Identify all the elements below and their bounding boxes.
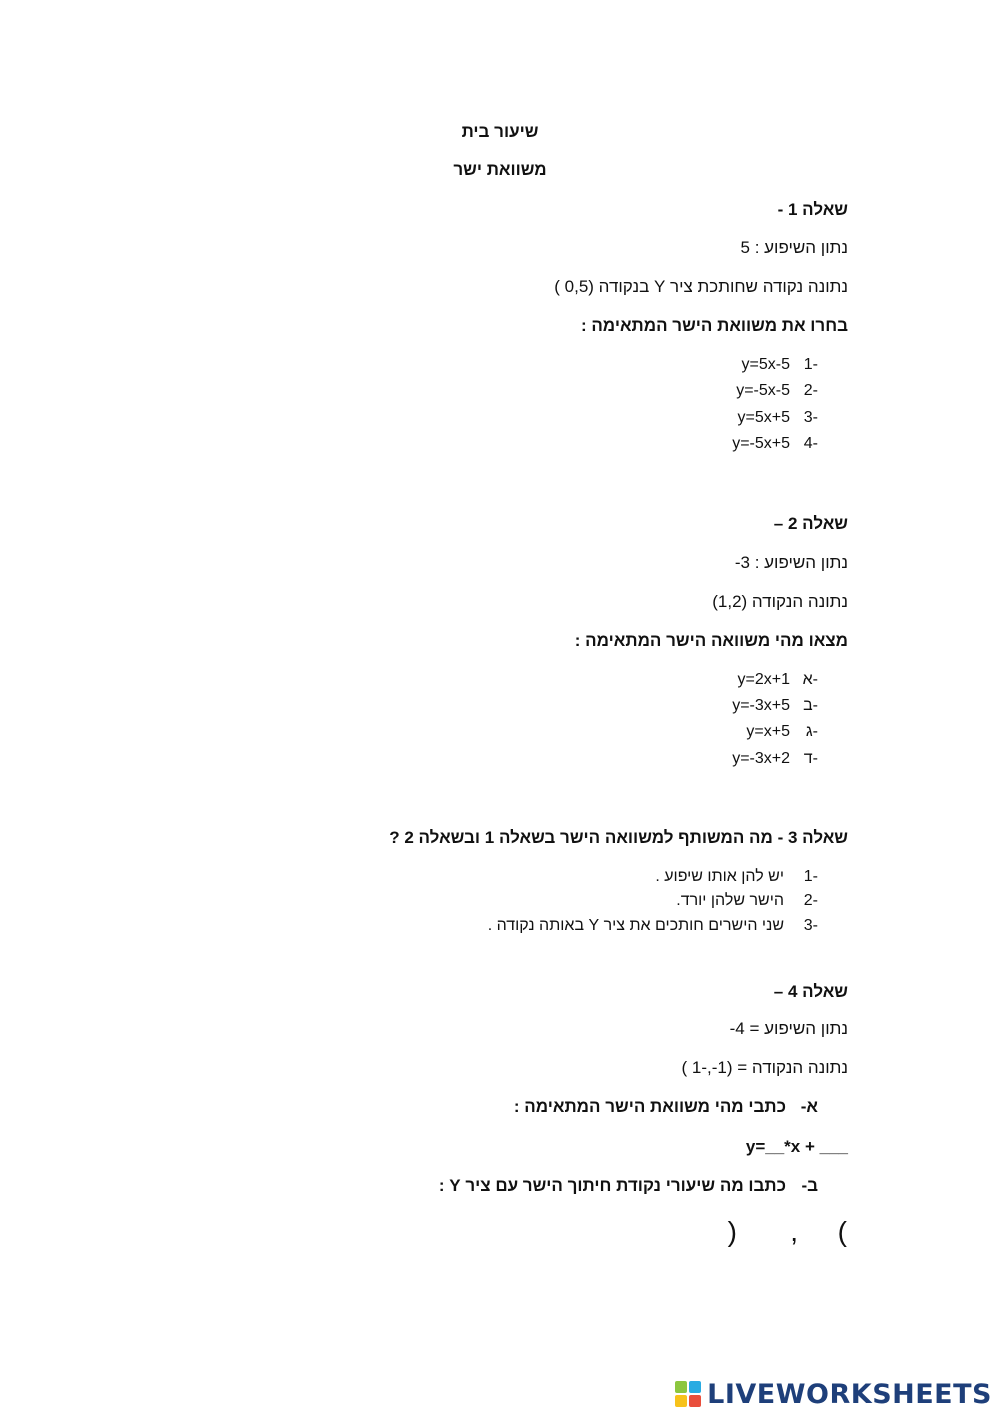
q1-point: נתונה נקודה שחותכת ציר Y בנקודה (0,5 ): [554, 277, 848, 296]
option-number: 3-: [803, 917, 818, 934]
option-text: הישר שלהן יורד.: [676, 892, 784, 909]
option-equation: y=2x+1: [737, 671, 790, 688]
q4-part-b-text: כתבו מה שיעורי נקודת חיתוך הישר עם ציר Y :: [438, 1176, 786, 1195]
option-number: 2-: [803, 382, 818, 399]
q1-instruction: בחרו את משוואת הישר המתאימה :: [580, 316, 848, 335]
answer-open-paren: (: [837, 1216, 847, 1247]
option-letter: ב-: [803, 697, 818, 714]
q1-slope: נתון השיפוע : 5: [740, 238, 848, 257]
q2-instruction: מצאו מהי משוואה הישר המתאימה :: [574, 631, 848, 650]
option-letter: ג-: [805, 723, 818, 740]
option-letter: א-: [802, 671, 818, 688]
option-equation: y=5x+5: [737, 409, 790, 426]
q4-point: נתונה הנקודה = (1-,-1 ): [681, 1058, 848, 1077]
q4-slope: נתון השיפוע = 4-: [729, 1019, 848, 1038]
option-number: 1-: [803, 356, 818, 373]
q4-part-b-label: ב-: [801, 1176, 818, 1195]
liveworksheets-logo: [675, 1374, 992, 1414]
option-text: שני הישרים חותכים את ציר Y באותה נקודה .: [487, 917, 784, 934]
q1-title: שאלה 1 -: [777, 200, 848, 219]
option-equation: y=-3x+5: [732, 697, 790, 714]
q4-equation-blank[interactable]: y=__*x + ___: [745, 1137, 848, 1156]
option-equation: y=-5x+5: [732, 435, 790, 452]
logo-text: LIVEWORKSHEETS: [707, 1378, 992, 1410]
q4-title: שאלה 4 –: [773, 982, 848, 1001]
option-text: יש להן אותו שיפוע .: [655, 868, 784, 885]
q4-part-a-label: א-: [800, 1097, 818, 1116]
q2-title: שאלה 2 –: [773, 514, 848, 533]
option-number: 2-: [803, 892, 818, 909]
option-number: 3-: [803, 409, 818, 426]
option-number: 4-: [803, 435, 818, 452]
option-equation: y=-5x-5: [736, 382, 790, 399]
option-equation: y=5x-5: [741, 356, 790, 373]
worksheet-subtitle: משוואת ישר: [453, 160, 547, 179]
option-equation: y=x+5: [746, 723, 790, 740]
option-number: 1-: [803, 868, 818, 885]
q2-point: נתונה הנקודה (1,2): [712, 592, 848, 611]
worksheet-title: שיעור בית: [461, 122, 539, 141]
logo-mark-icon: [675, 1381, 701, 1407]
answer-comma: ,: [790, 1216, 798, 1247]
q3-title: שאלה 3 - מה המשותף למשוואה הישר בשאלה 1 ובשאלה 2 ?: [389, 828, 848, 847]
option-letter: ד-: [803, 750, 818, 767]
q2-slope: נתון השיפוע : 3-: [734, 553, 848, 572]
option-equation: y=-3x+2: [732, 750, 790, 767]
answer-close-paren: ): [727, 1216, 737, 1247]
q4-part-a-text: כתבי מהי משוואת הישר המתאימה :: [513, 1097, 786, 1116]
